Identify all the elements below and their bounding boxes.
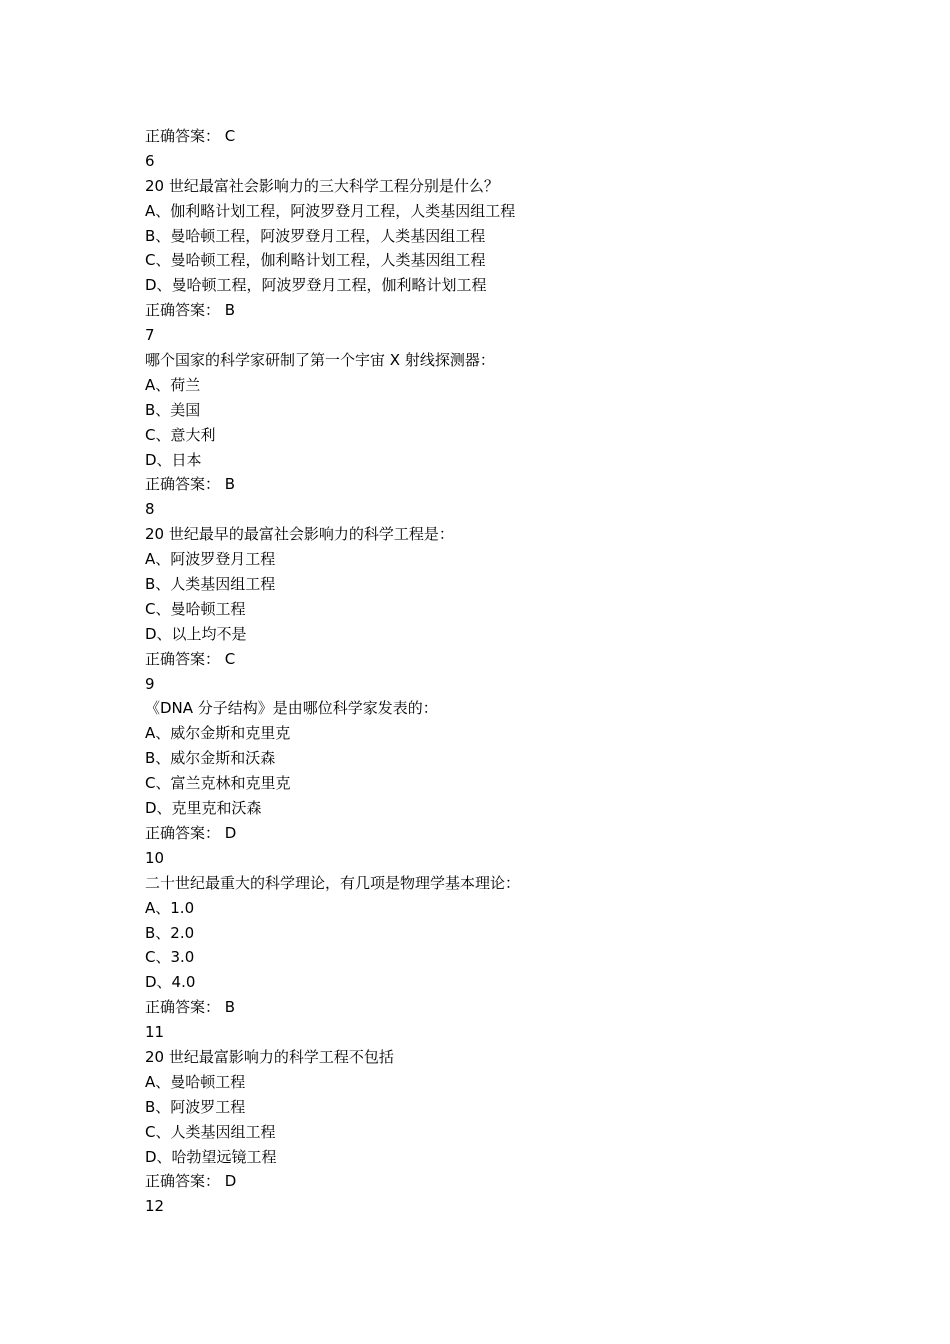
question-text: 20 世纪最早的最富社会影响力的科学工程是： [145,525,454,544]
answer-line: 正确答案： D [145,1172,237,1191]
question-text: 《DNA 分子结构》是由哪位科学家发表的： [145,699,438,718]
question-text: 20 世纪最富影响力的科学工程不包括 [145,1047,394,1066]
option-b: B、威尔金斯和沃森 [145,749,276,768]
option-a: A、荷兰 [145,375,201,394]
option-a: A、曼哈顿工程 [145,1072,246,1091]
question-text: 哪个国家的科学家研制了第一个宇宙 X 射线探测器： [145,351,495,370]
answer-line: 正确答案： C [145,649,236,668]
option-d: D、以上均不是 [145,624,247,643]
question-number: 12 [145,1197,165,1216]
question-text: 20 世纪最富社会影响力的三大科学工程分别是什么？ [145,176,499,195]
option-a: A、威尔金斯和克里克 [145,724,291,743]
answer-line: 正确答案： B [145,301,236,320]
option-c: C、3.0 [145,948,195,967]
option-b: B、人类基因组工程 [145,575,276,594]
option-b: B、美国 [145,400,201,419]
option-d: D、日本 [145,450,202,469]
answer-line: 正确答案： C [145,127,236,145]
option-b: B、阿波罗工程 [145,1097,246,1116]
option-c: C、意大利 [145,425,216,444]
option-c: C、富兰克林和克里克 [145,774,291,793]
question-list [145,124,845,1219]
question-text: 二十世纪最重大的科学理论，有几项是物理学基本理论： [145,873,521,892]
answer-line: 正确答案： B [145,475,236,494]
option-d: D、克里克和沃森 [145,799,262,818]
question-number: 8 [145,500,155,519]
option-c: C、人类基因组工程 [145,1122,276,1141]
answer-line: 正确答案： D [145,823,237,842]
option-d: D、哈勃望远镜工程 [145,1147,277,1166]
option-d: D、4.0 [145,973,196,992]
question-number: 11 [145,1023,165,1042]
option-c: C、曼哈顿工程 [145,599,246,618]
answer-line: 正确答案： B [145,998,236,1017]
option-b: B、2.0 [145,923,195,942]
option-a: A、阿波罗登月工程 [145,550,276,569]
question-number: 6 [145,151,155,170]
question-number: 7 [145,326,155,345]
question-number: 10 [145,848,165,867]
option-a: A、1.0 [145,898,195,917]
option-a: A、伽利略计划工程，阿波罗登月工程，人类基因组工程 [145,201,516,220]
option-b: B、曼哈顿工程，阿波罗登月工程，人类基因组工程 [145,226,486,245]
question-number: 9 [145,674,155,693]
option-d: D、曼哈顿工程，阿波罗登月工程，伽利略计划工程 [145,276,487,295]
option-c: C、曼哈顿工程，伽利略计划工程，人类基因组工程 [145,251,486,270]
